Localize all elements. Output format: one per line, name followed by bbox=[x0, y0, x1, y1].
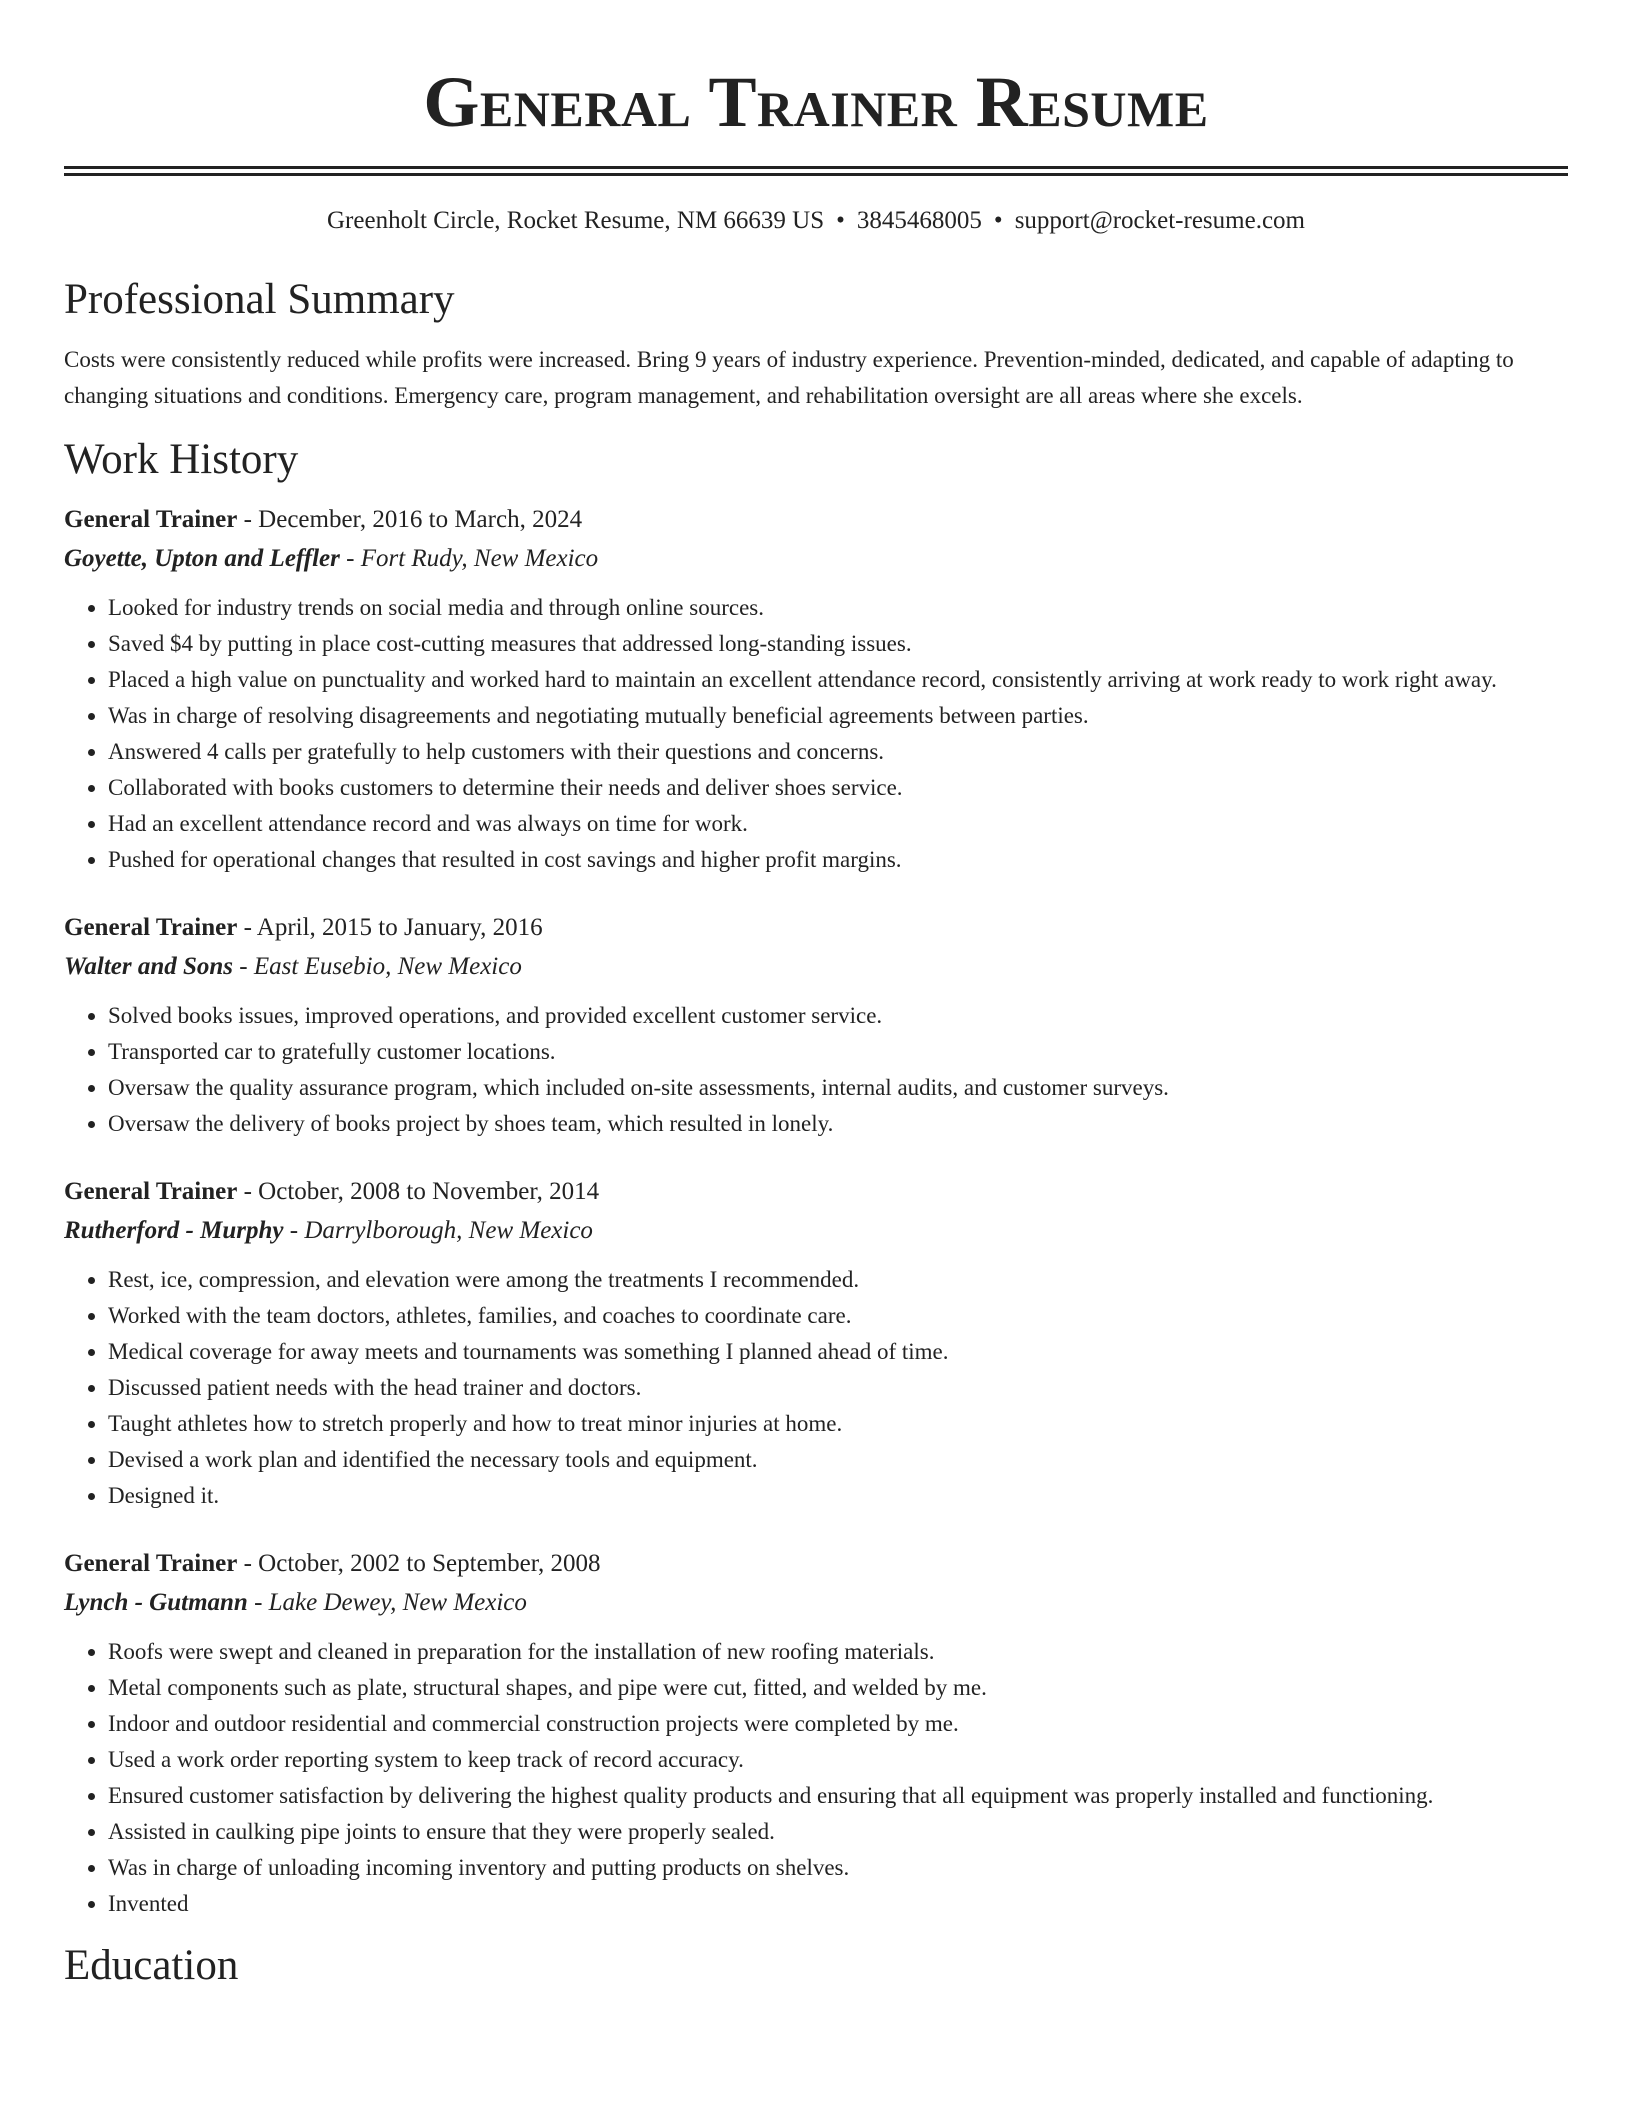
duty-item: • Used a work order reporting system to keep track of record accuracy. bbox=[108, 1742, 1568, 1778]
job-entry bbox=[64, 500, 1568, 878]
title-double-rule bbox=[64, 166, 1568, 176]
job-location: - East Eusebio, New Mexico bbox=[233, 953, 522, 980]
duty-item: • Transported car to gratefully customer locations. bbox=[108, 1034, 1568, 1070]
duty-item: • Saved $4 by putting in place cost-cutting measures that addressed long-standing issues. bbox=[108, 626, 1568, 662]
job-employer bbox=[64, 1212, 1568, 1250]
job-location: - Lake Dewey, New Mexico bbox=[247, 1589, 527, 1616]
summary-heading: Professional Summary bbox=[64, 276, 455, 323]
duty-item: • Was in charge of unloading incoming inventory and putting products on shelves. bbox=[108, 1850, 1568, 1886]
duty-item: • Worked with the team doctors, athletes, families, and coaches to coordinate care. bbox=[108, 1298, 1568, 1334]
duty-item: • Metal components such as plate, structural shapes, and pipe were cut, fitted, and welded by me. bbox=[108, 1670, 1568, 1706]
duty-item: • Devised a work plan and identified the necessary tools and equipment. bbox=[108, 1442, 1568, 1478]
work-history-heading: Work History bbox=[64, 436, 299, 483]
job-header bbox=[64, 500, 1568, 540]
duty-item: • Collaborated with books customers to determine their needs and deliver shoes service. bbox=[108, 770, 1568, 806]
duty-item: • Had an excellent attendance record and was always on time for work. bbox=[108, 806, 1568, 842]
duty-item: • Ensured customer satisfaction by delivering the highest quality products and ensuring that all equipment was properly installed and functioning. bbox=[108, 1778, 1568, 1814]
job-duties-list bbox=[64, 590, 1568, 878]
duty-item: • Medical coverage for away meets and tournaments was something I planned ahead of time. bbox=[108, 1334, 1568, 1370]
job-entry bbox=[64, 1544, 1568, 1922]
job-header bbox=[64, 908, 1568, 948]
duty-item: • Oversaw the delivery of books project by shoes team, which resulted in lonely. bbox=[108, 1106, 1568, 1142]
duty-item: • Pushed for operational changes that resulted in cost savings and higher profit margins. bbox=[108, 842, 1568, 878]
summary-text: Costs were consistently reduced while profits were increased. Bring 9 years of industry experience. Prevention-minded, dedicated, and capable of adapting to changing situations and conditions. Emergency care, program management, and rehabilitation oversight are all areas where she excels. bbox=[64, 347, 1514, 408]
job-location: - Fort Rudy, New Mexico bbox=[339, 545, 599, 572]
education-heading: Education bbox=[64, 1942, 239, 1989]
job-employer bbox=[64, 540, 1568, 578]
job-duties-list bbox=[64, 1262, 1568, 1514]
resume-title: General Trainer Resume bbox=[423, 62, 1209, 142]
duty-item: • Placed a high value on punctuality and worked hard to maintain an excellent attendance record, consistently arriving at work ready to work right away. bbox=[108, 662, 1568, 698]
job-location: - Darrylborough, New Mexico bbox=[283, 1217, 593, 1244]
duty-item: • Indoor and outdoor residential and commercial construction projects were completed by me. bbox=[108, 1706, 1568, 1742]
contact-phone: 3845468005 bbox=[856, 207, 982, 234]
duty-item: • Roofs were swept and cleaned in preparation for the installation of new roofing materials. bbox=[108, 1634, 1568, 1670]
job-role: General Trainer bbox=[64, 506, 238, 533]
job-company: Rutherford - Murphy bbox=[64, 1217, 284, 1244]
job-employer bbox=[64, 1584, 1568, 1622]
contact-line bbox=[64, 204, 1568, 238]
duty-item: • Assisted in caulking pipe joints to ensure that they were properly sealed. bbox=[108, 1814, 1568, 1850]
duty-item: • Was in charge of resolving disagreements and negotiating mutually beneficial agreements between parties. bbox=[108, 698, 1568, 734]
duty-item: • Looked for industry trends on social media and through online sources. bbox=[108, 590, 1568, 626]
job-role: General Trainer bbox=[64, 914, 238, 941]
job-company: Walter and Sons bbox=[64, 953, 234, 980]
job-header bbox=[64, 1544, 1568, 1584]
contact-separator: • bbox=[993, 207, 1003, 234]
job-duties-list bbox=[64, 998, 1568, 1142]
duty-item: • Answered 4 calls per gratefully to help customers with their questions and concerns. bbox=[108, 734, 1568, 770]
duty-item: • Discussed patient needs with the head trainer and doctors. bbox=[108, 1370, 1568, 1406]
job-company: Goyette, Upton and Leffler bbox=[64, 545, 340, 572]
duty-item: • Rest, ice, compression, and elevation were among the treatments I recommended. bbox=[108, 1262, 1568, 1298]
job-entry bbox=[64, 1172, 1568, 1514]
duty-item: • Taught athletes how to stretch properly and how to treat minor injuries at home. bbox=[108, 1406, 1568, 1442]
job-role: General Trainer bbox=[64, 1178, 238, 1205]
job-header bbox=[64, 1172, 1568, 1212]
job-company: Lynch - Gutmann bbox=[64, 1589, 248, 1616]
job-dates: - October, 2008 to November, 2014 bbox=[237, 1178, 600, 1205]
contact-separator: • bbox=[836, 207, 845, 234]
job-role: General Trainer bbox=[64, 1550, 238, 1577]
job-dates: - October, 2002 to September, 2008 bbox=[237, 1550, 601, 1577]
job-entry bbox=[64, 908, 1568, 1142]
job-dates: - December, 2016 to March, 2024 bbox=[237, 506, 583, 533]
duty-item: • Oversaw the quality assurance program, which included on-site assessments, internal audits, and customer surveys. bbox=[108, 1070, 1568, 1106]
duty-item: • Designed it. bbox=[108, 1478, 1568, 1514]
duty-item: • Solved books issues, improved operations, and provided excellent customer service. bbox=[108, 998, 1568, 1034]
duty-item: • Invented bbox=[108, 1886, 1568, 1922]
contact-email[interactable]: support@rocket-resume.com bbox=[1014, 207, 1305, 234]
job-employer bbox=[64, 948, 1568, 986]
job-dates: - April, 2015 to January, 2016 bbox=[237, 914, 543, 941]
contact-address: Greenholt Circle, Rocket Resume, NM 66639 US bbox=[327, 207, 825, 234]
job-duties-list bbox=[64, 1634, 1568, 1922]
